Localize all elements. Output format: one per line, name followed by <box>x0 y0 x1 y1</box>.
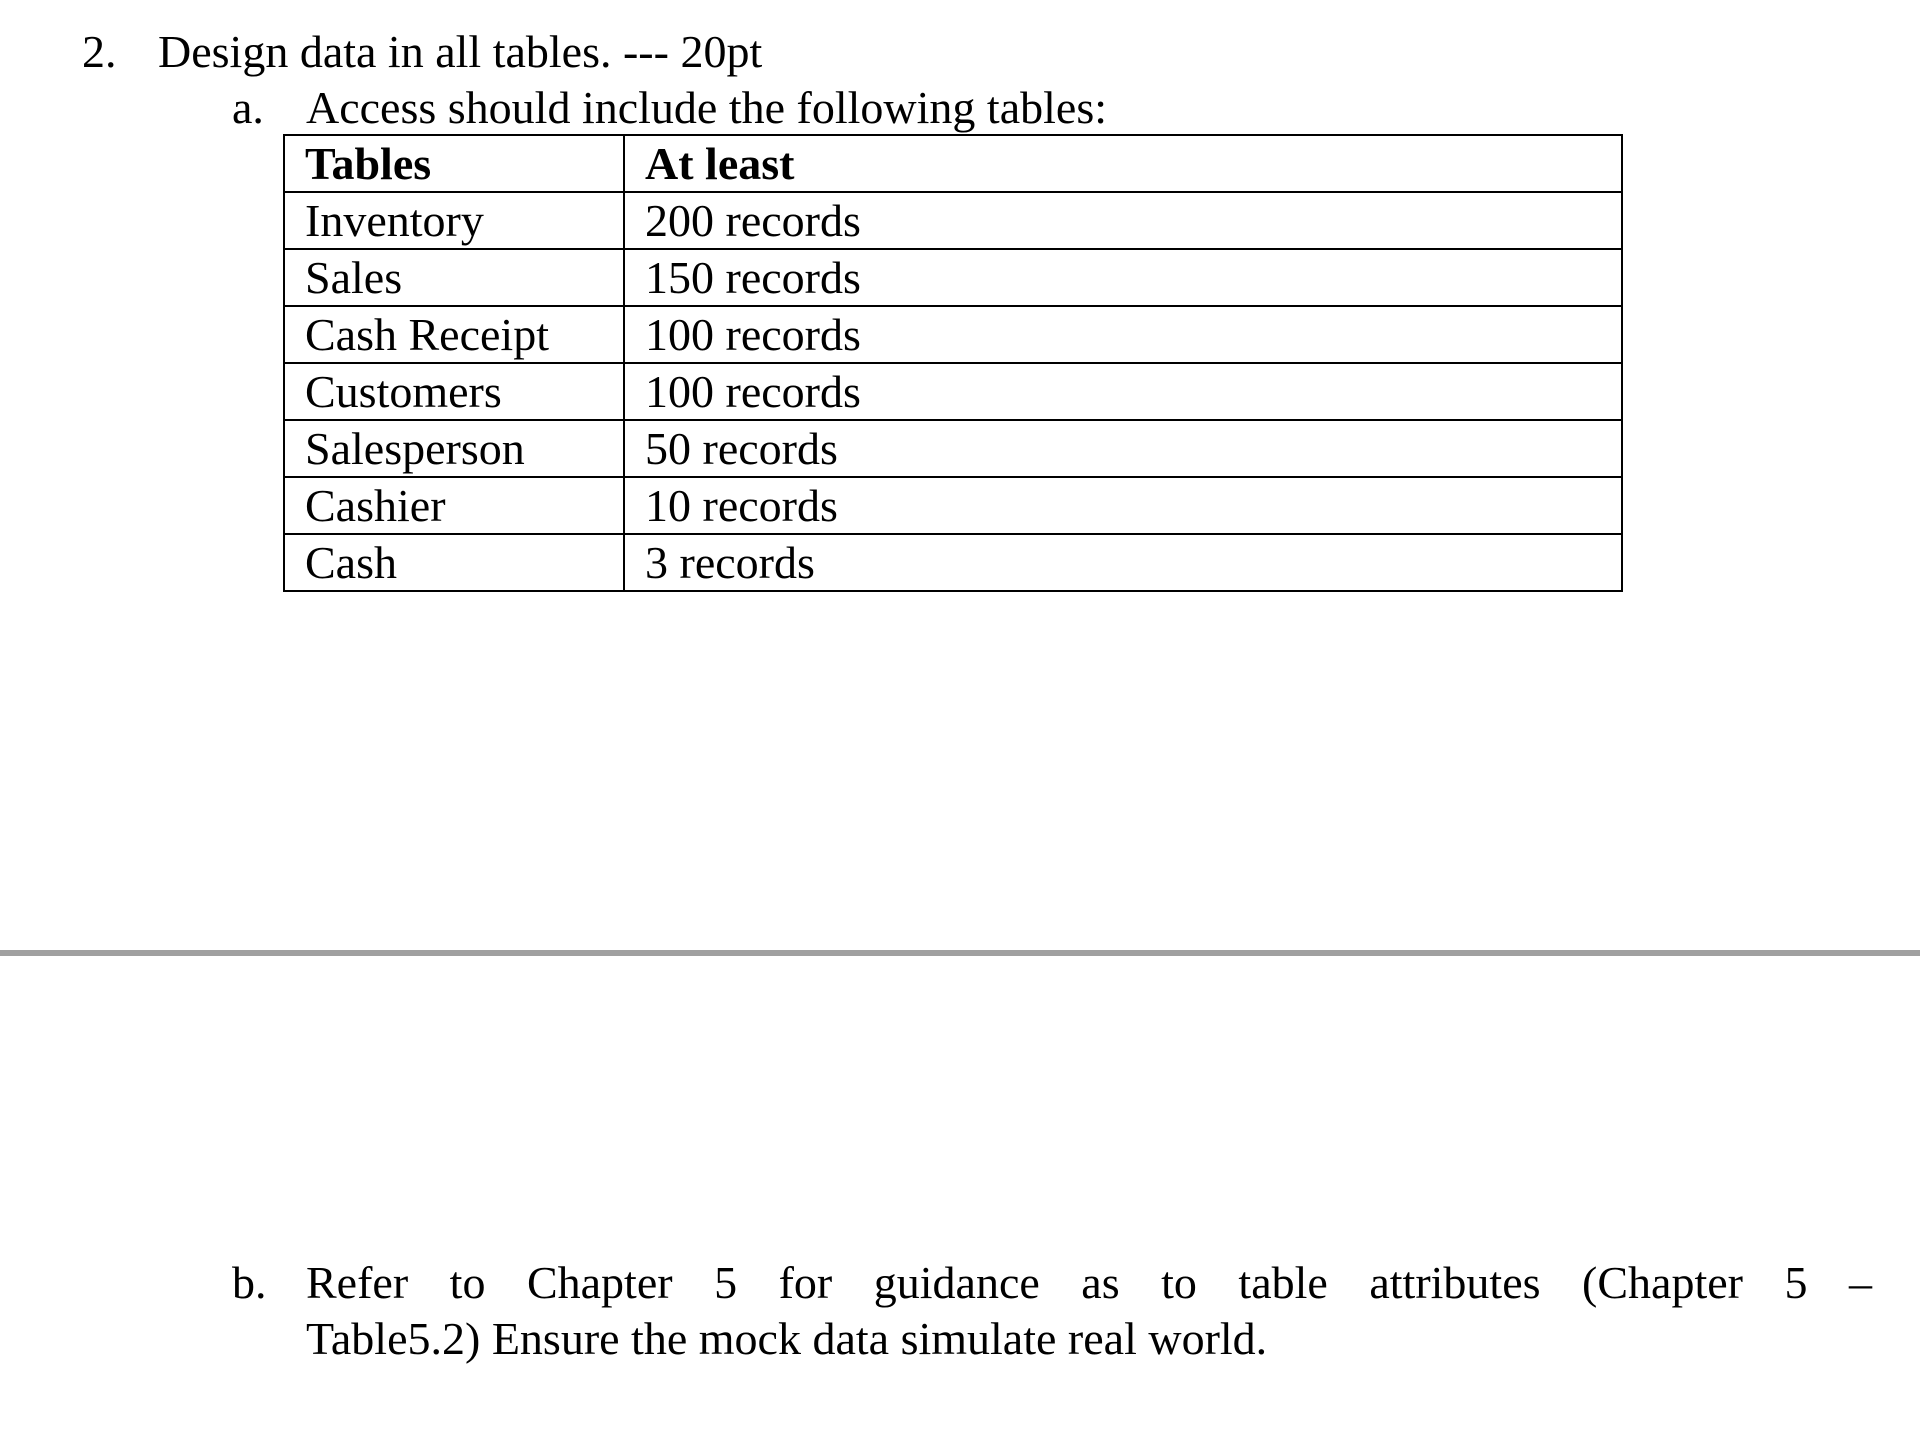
table-name-cell: Inventory <box>284 192 624 249</box>
record-count-cell: 100 records <box>624 363 1622 420</box>
table-header-row <box>284 135 1622 192</box>
record-count-cell: 3 records <box>624 534 1622 591</box>
header-at-least: At least <box>624 135 1622 192</box>
table-row <box>284 477 1622 534</box>
question-heading <box>82 22 762 82</box>
part-a-text: Access should include the following tables: <box>306 82 1108 133</box>
table-name-cell: Cashier <box>284 477 624 534</box>
table-name-cell: Cash <box>284 534 624 591</box>
question-number: 2. <box>82 26 117 77</box>
table-name-cell: Cash Receipt <box>284 306 624 363</box>
record-count-cell: 50 records <box>624 420 1622 477</box>
part-a <box>232 78 1107 138</box>
table-row <box>284 534 1622 591</box>
record-count-cell: 200 records <box>624 192 1622 249</box>
part-b-paragraph <box>306 1255 1872 1367</box>
part-a-marker: a. <box>232 82 264 133</box>
part-b-line-2: Table5.2) Ensure the mock data simulate real world. <box>306 1313 1268 1364</box>
question-text: Design data in all tables. --- 20pt <box>158 26 763 77</box>
part-b-marker: b. <box>232 1257 267 1308</box>
header-tables: Tables <box>284 135 624 192</box>
table-row <box>284 363 1622 420</box>
table-name-cell: Customers <box>284 363 624 420</box>
page-divider <box>0 950 1920 956</box>
table-row <box>284 420 1622 477</box>
part-b-line-1: Refer to Chapter 5 for guidance as to table attributes (Chapter 5 – <box>306 1257 1872 1308</box>
record-count-cell: 150 records <box>624 249 1622 306</box>
table-name-cell: Sales <box>284 249 624 306</box>
table-row <box>284 192 1622 249</box>
table-row <box>284 249 1622 306</box>
table-name-cell: Salesperson <box>284 420 624 477</box>
table-row <box>284 306 1622 363</box>
record-count-cell: 100 records <box>624 306 1622 363</box>
records-table <box>283 134 1623 592</box>
record-count-cell: 10 records <box>624 477 1622 534</box>
